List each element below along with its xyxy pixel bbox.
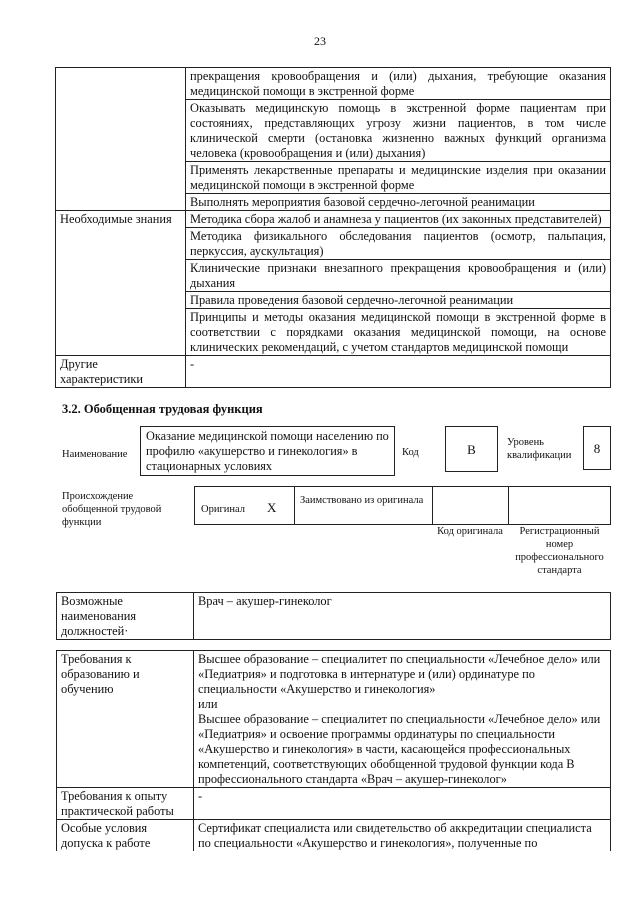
divider xyxy=(294,486,295,525)
row-label: Требования к образованию и обучению xyxy=(57,651,194,788)
requirement-text: или xyxy=(198,697,218,711)
origin-label: Происхождение обобщенной трудовой функции xyxy=(62,491,162,528)
level-label: Уровень квалификации xyxy=(507,437,572,461)
table-row xyxy=(56,68,611,100)
table-cell: Принципы и методы оказания медицинской помощи в экстренной форме в соответствии с порядками оказания медицинской помощи, на основе клинических рекомендаций, с учетом стандартов медицинской помощи xyxy=(186,309,611,356)
table-cell: Врач – акушер-гинеколог xyxy=(194,593,611,640)
divider xyxy=(508,486,509,525)
table-row xyxy=(57,651,611,788)
name-label: Наименование xyxy=(62,449,128,460)
skills-knowledge-table xyxy=(55,67,611,388)
code-original-caption: Код оригинала xyxy=(437,526,503,537)
level-box: 8 xyxy=(583,426,611,470)
original-label: Оригинал xyxy=(201,504,245,515)
code-label: Код xyxy=(402,447,419,458)
row-label: Другие характеристики xyxy=(56,356,186,388)
reg-number-caption: Регистрационный номер профессионального стандарта xyxy=(515,526,604,576)
table-row xyxy=(56,356,611,388)
table-cell: Выполнять мероприятия базовой сердечно-легочной реанимации xyxy=(186,194,611,211)
table-cell: прекращения кровообращения и (или) дыхания, требующие оказания медицинской помощи в экстренной форме xyxy=(186,68,611,100)
divider xyxy=(432,486,433,525)
section-heading: 3.2. Обобщенная трудовая функция xyxy=(62,402,263,416)
table-cell: Сертификат специалиста или свидетельство об аккредитации специалиста по специальности «Акушерство и гинекология», полученные по xyxy=(194,820,611,852)
table-cell: - xyxy=(186,356,611,388)
table-cell: Применять лекарственные препараты и медицинские изделия при оказании медицинской помощи в экстренной форме xyxy=(186,162,611,194)
row-label: Возможные наименования должностей· xyxy=(57,593,194,640)
requirements-table xyxy=(56,650,611,851)
table-cell: - xyxy=(194,788,611,820)
row-label: Требования к опыту практической работы xyxy=(57,788,194,820)
table-cell: Методика сбора жалоб и анамнеза у пациентов (их законных представителей) xyxy=(186,211,611,228)
function-name-box: Оказание медицинской помощи населению по профилю «акушерство и гинекология» в стационарных условиях xyxy=(140,426,395,476)
table-row xyxy=(57,820,611,852)
table-row xyxy=(57,788,611,820)
row-label xyxy=(56,68,186,211)
requirement-text: Высшее образование – специалитет по специальности «Лечебное дело» или «Педиатрия» и освоение программы ординатуры по специальности «Акушерство и гинекология» в части, касающейся профессиональных компетенций, соответствующих обобщенной трудовой функции кода B профессионального стандарта «Врач – акушер-гинеколог» xyxy=(198,712,601,786)
requirement-text: Высшее образование – специалитет по специальности «Лечебное дело» или «Педиатрия» и подготовка в интернатуре и (или) ординатуре по специальности «Акушерство и гинекология» xyxy=(198,652,601,696)
table-row xyxy=(56,211,611,228)
table-cell: Методика физикального обследования пациентов (осмотр, пальпация, перкуссия, аускультация) xyxy=(186,228,611,260)
table-cell: Правила проведения базовой сердечно-легочной реанимации xyxy=(186,292,611,309)
table-cell: Оказывать медицинскую помощь в экстренной форме пациентам при состояниях, представляющих угрозу жизни пациентов, в том числе клинической смерти (остановка жизненно важных функций организма человека (кровообращения и (или) дыхания) xyxy=(186,100,611,162)
table-cell xyxy=(194,651,611,788)
code-box: B xyxy=(445,426,498,472)
page-number: 23 xyxy=(314,34,326,48)
original-mark: X xyxy=(267,500,277,515)
borrowed-label: Заимствовано из оригинала xyxy=(300,495,424,506)
table-row xyxy=(57,593,611,640)
table-cell: Клинические признаки внезапного прекращения кровообращения и (или) дыхания xyxy=(186,260,611,292)
positions-table xyxy=(56,592,611,640)
origin-box xyxy=(194,486,611,525)
row-label: Особые условия допуска к работе xyxy=(57,820,194,852)
row-label: Необходимые знания xyxy=(56,211,186,356)
